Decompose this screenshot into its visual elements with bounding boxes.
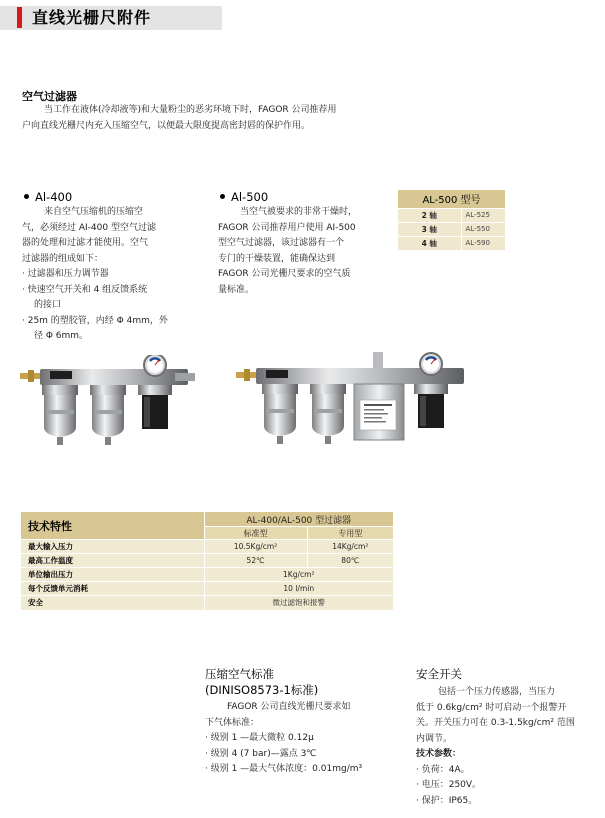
list-item: · 负荷：4A。 — [416, 764, 470, 775]
header-accent-bar — [17, 7, 22, 28]
table-row — [21, 596, 394, 610]
safety-switch-title: 安全开关 — [416, 667, 462, 681]
table-row — [21, 540, 394, 554]
body-line: 下气体标准： — [205, 717, 260, 728]
intro-line: 户向直线光栅尺内充入压缩空气，以便最大限度提高密封唇的保护作用。 — [22, 120, 311, 131]
safety-switch-body — [416, 685, 575, 809]
al400-filter-image — [20, 355, 200, 450]
cell-standard: 52℃ — [204, 554, 307, 568]
al400-line: 器的处理和过滤才能使用。空气 — [22, 238, 149, 248]
intro-line: 当工作在液体(冷却液等)和大量粉尘的恶劣环境下时，FAGOR 公司推荐用 — [44, 105, 337, 115]
table-row — [21, 568, 394, 582]
table-row — [398, 222, 505, 236]
compressed-air-body — [205, 700, 362, 778]
cell-standard: 10.5Kg/cm² — [204, 540, 307, 554]
row-label: 安全 — [21, 596, 204, 610]
al400-title-text: Al-400 — [35, 190, 73, 204]
spec-table — [21, 511, 394, 610]
al500-line: 量标准。 — [218, 284, 255, 295]
table-row — [398, 208, 505, 222]
al500-table-header: AL-500 型号 — [398, 190, 505, 208]
spec-title: 技术特性 — [21, 512, 204, 540]
body-line: 关。开关压力可在 0.3-1.5kg/cm² 范围 — [416, 718, 575, 728]
body-line: 包括一个压力传感器，当压力 — [438, 687, 556, 697]
bullet-icon — [24, 194, 29, 199]
al500-title-text: Al-500 — [231, 190, 269, 204]
compressed-air-subtitle: (DINISO8573-1标准) — [205, 683, 319, 697]
al500-line: FAGOR 公司光栅尺要求的空气质 — [218, 269, 351, 279]
table-row — [398, 236, 505, 250]
cell-value: 1Kg/cm² — [204, 568, 394, 582]
row-label: 单位输出压力 — [21, 568, 204, 582]
al500-line: 型空气过滤器，该过滤器有一个 — [218, 238, 345, 248]
cell-value: 10 l/min — [204, 582, 394, 596]
list-item: · 级别 1 —最大微粒 0.12μ — [205, 733, 314, 743]
al500-title — [220, 190, 268, 204]
al400-description — [22, 205, 168, 345]
list-item: · 级别 1 —最大气体浓度：0.01mg/m³ — [205, 764, 363, 774]
cell-special: 14Kg/cm² — [307, 540, 393, 554]
list-item: · 电压：250V。 — [416, 780, 482, 790]
code-cell: AL-525 — [461, 208, 505, 222]
al400-item: · 25m 的塑胶管，内经 Φ 4mm，外 — [22, 315, 168, 326]
code-cell: AL-590 — [461, 236, 505, 250]
col-standard: 标准型 — [204, 527, 307, 540]
al500-description — [218, 205, 357, 298]
spec-group-header: AL-400/AL-500 型过滤器 — [204, 512, 394, 527]
col-special: 专用型 — [307, 527, 393, 540]
al400-item: · 过滤器和压力调节器 — [22, 269, 109, 279]
al500-line: 专门的干燥装置，能确保达到 — [218, 253, 336, 264]
cell-value: 微过滤饱和报警 — [204, 596, 394, 610]
axis-cell: 4 轴 — [398, 236, 461, 250]
table-row — [21, 582, 394, 596]
cell-special: 80℃ — [307, 554, 393, 568]
al400-item-cont: 径 Φ 6mm。 — [34, 331, 89, 341]
al500-filter-image — [236, 350, 470, 450]
al400-title — [24, 190, 72, 204]
page-title: 直线光栅尺附件 — [32, 8, 152, 27]
table-row — [21, 554, 394, 568]
row-label: 最大输入压力 — [21, 540, 204, 554]
axis-cell: 2 轴 — [398, 208, 461, 222]
al500-line: FAGOR 公司推荐用户使用 AI-500 — [218, 222, 356, 233]
spec-header-row — [21, 512, 394, 527]
axis-cell: 3 轴 — [398, 222, 461, 236]
al400-item-cont: 的接口 — [34, 300, 62, 310]
code-cell: AL-550 — [461, 222, 505, 236]
al400-line: 来自空气压缩机的压缩空 — [44, 207, 144, 217]
air-filter-heading: 空气过滤器 — [22, 90, 77, 103]
air-filter-intro — [22, 103, 337, 134]
al500-model-table — [398, 190, 505, 250]
body-line: 低于 0.6kg/cm² 时可启动一个报警开 — [416, 702, 567, 713]
list-item: · 级别 4 (7 bar)—露点 3℃ — [205, 748, 317, 759]
params-label: 技术参数： — [416, 749, 462, 759]
row-label: 最高工作温度 — [21, 554, 204, 568]
row-label: 每个反馈单元消耗 — [21, 582, 204, 596]
al400-item: · 快速空气开关和 4 组反馈系统 — [22, 284, 148, 295]
body-line: FAGOR 公司直线光栅尺要求如 — [227, 702, 351, 712]
compressed-air-title: 压缩空气标准 — [205, 667, 274, 681]
list-item: · 保护：IP65。 — [416, 795, 478, 806]
al400-line: 气，必须经过 AI-400 型空气过滤 — [22, 222, 156, 233]
bullet-icon — [220, 194, 225, 199]
body-line: 内调节。 — [416, 733, 453, 744]
al400-line: 过滤器的组成如下： — [22, 253, 104, 264]
al500-line: 当空气被要求的非常干燥时， — [240, 207, 358, 217]
